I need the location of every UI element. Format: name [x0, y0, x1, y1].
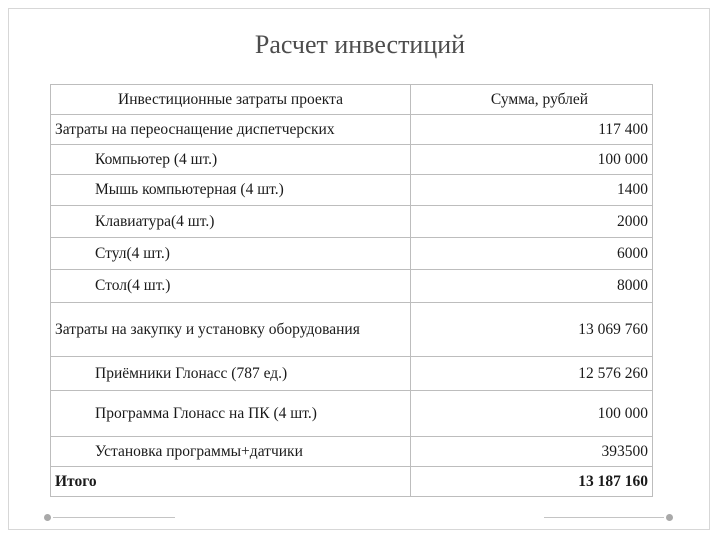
table-row: [51, 357, 653, 391]
row-item: Приёмники Глонасс (787 ед.): [51, 357, 411, 391]
row-item: Мышь компьютерная (4 шт.): [51, 175, 411, 206]
row-item: Стул(4 шт.): [51, 238, 411, 270]
investment-table: [50, 84, 653, 497]
table-row: [51, 270, 653, 303]
table-row: [51, 115, 653, 145]
table-row: [51, 238, 653, 270]
row-item: Установка программы+датчики: [51, 437, 411, 467]
row-amount: 6000: [410, 238, 652, 270]
row-amount: 2000: [410, 206, 652, 238]
table-header-row: [51, 85, 653, 115]
row-amount: 8000: [410, 270, 652, 303]
table-row: [51, 145, 653, 175]
row-item: Компьютер (4 шт.): [51, 145, 411, 175]
table-row: [51, 391, 653, 437]
row-item: Клавиатура(4 шт.): [51, 206, 411, 238]
decor-dot: [666, 514, 673, 521]
total-amount: 13 187 160: [410, 467, 652, 497]
row-item: Стол(4 шт.): [51, 270, 411, 303]
header-amount: Сумма, рублей: [410, 85, 652, 115]
decor-line: [53, 517, 175, 518]
row-amount: 117 400: [410, 115, 652, 145]
row-item: Затраты на закупку и установку оборудования: [51, 303, 411, 357]
table-row: [51, 175, 653, 206]
decor-line: [544, 517, 664, 518]
table-row: [51, 303, 653, 357]
row-amount: 100 000: [410, 391, 652, 437]
row-item: Затраты на переоснащение диспетчерских: [51, 115, 411, 145]
row-amount: 100 000: [410, 145, 652, 175]
total-label: Итого: [51, 467, 411, 497]
decor-dots-left: [36, 512, 176, 522]
row-amount: 393500: [410, 437, 652, 467]
header-item: Инвестиционные затраты проекта: [51, 85, 411, 115]
table-row: [51, 206, 653, 238]
row-amount: 12 576 260: [410, 357, 652, 391]
table-row: [51, 437, 653, 467]
decor-dot: [44, 514, 51, 521]
row-amount: 1400: [410, 175, 652, 206]
decor-dots-right: [544, 512, 684, 522]
table-total-row: [51, 467, 653, 497]
row-item: Программа Глонасс на ПК (4 шт.): [51, 391, 411, 437]
page-title: Расчет инвестиций: [254, 30, 466, 59]
row-amount: 13 069 760: [410, 303, 652, 357]
